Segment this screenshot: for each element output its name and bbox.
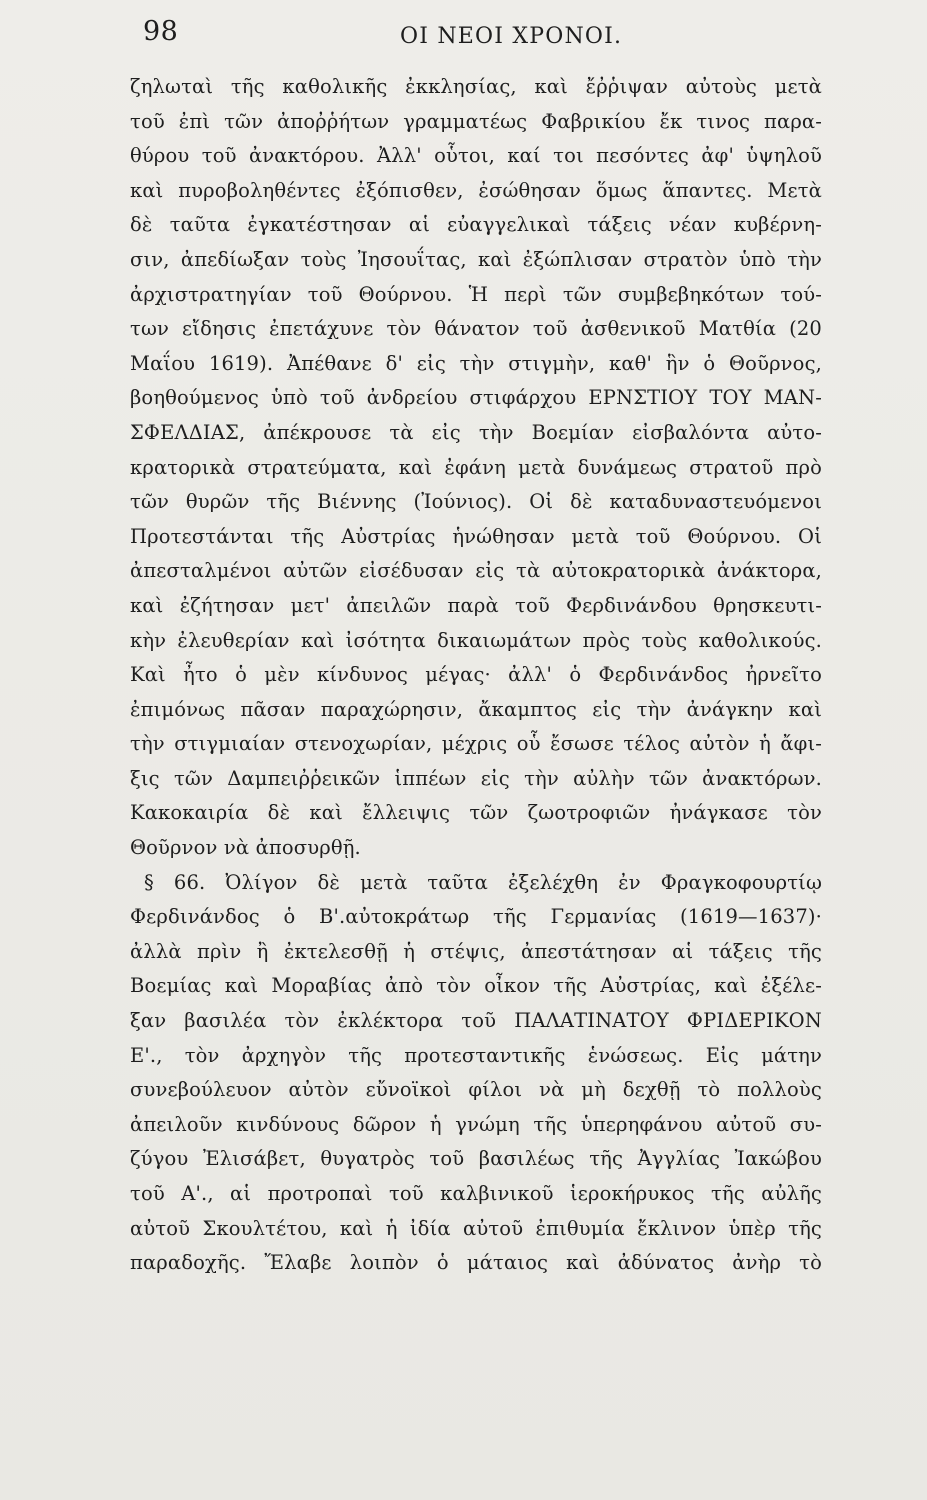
text-line: τῶν θυρῶν τῆς Βιέννης (Ἰούνιος). Οἱ δὲ καταδυναστευόμενοι bbox=[130, 490, 822, 514]
text-line: θύρου τοῦ ἀνακτόρου. Ἀλλ' οὗτοι, καί τοι πεσόντες ἀφ' ὑψηλοῦ bbox=[130, 144, 822, 168]
text-line: τὴν στιγμιαίαν στενοχωρίαν, μέχρις οὗ ἔσωσε τέλος αὐτὸν ἡ ἄφι- bbox=[130, 732, 822, 756]
text-line: ζηλωταὶ τῆς καθολικῆς ἐκκλησίας, καὶ ἔῤῥιψαν αὐτοὺς μετὰ bbox=[130, 75, 822, 98]
text-line: ξαν βασιλέα τὸν ἐκλέκτορα τοῦ ΠΑΛΑΤΙΝΑΤΟΥ ΦΡΙΔΕΡΙΚΟΝ bbox=[130, 1009, 822, 1033]
text-line: παραδοχῆς. Ἔλαβε λοιπὸν ὁ μάταιος καὶ ἀδύνατος ἀνὴρ τὸ bbox=[130, 1251, 822, 1275]
text-line: ξις τῶν Δαμπειῤῥεικῶν ἱππέων εἰς τὴν αὐλὴν τῶν ἀνακτόρων. bbox=[130, 766, 822, 790]
text-line: ἐπιμόνως πᾶσαν παραχώρησιν, ἄκαμπτος εἰς τὴν ἀνάγκην καὶ bbox=[130, 697, 822, 721]
text-line: καὶ ἐζήτησαν μετ' ἀπειλῶν παρὰ τοῦ Φερδινάνδου θρησκευτι- bbox=[130, 593, 822, 617]
text-line: Μαΐου 1619). Ἀπέθανε δ' εἰς τὴν στιγμὴν, καθ' ἣν ὁ Θοῦρνος, bbox=[130, 351, 822, 375]
text-line: Προτεστάνται τῆς Αὐστρίας ἡνώθησαν μετὰ τοῦ Θούρνου. Οἱ bbox=[130, 524, 822, 548]
text-line: ἀπεσταλμένοι αὐτῶν εἰσέδυσαν εἰς τὰ αὐτοκρατορικὰ ἀνάκτορα, bbox=[130, 559, 822, 583]
text-line: ΣΦΕΛΔΙΑΣ, ἀπέκρουσε τὰ εἰς τὴν Βοεμίαν εἰσβαλόντα αὐτο- bbox=[130, 420, 822, 444]
text-line: κὴν ἐλευθερίαν καὶ ἰσότητα δικαιωμάτων πρὸς τοὺς καθολικούς. bbox=[130, 628, 822, 652]
text-line: Κακοκαιρία δὲ καὶ ἔλλειψις τῶν ζωοτροφιῶν ἠνάγκασε τὸν bbox=[130, 801, 822, 825]
text-line: τοῦ ἐπὶ τῶν ἀποῤῥήτων γραμματέως Φαβρικίου ἔκ τινος παρα- bbox=[130, 109, 822, 133]
text-line: συνεβούλευον αὐτὸν εὔνοϊκοὶ φίλοι νὰ μὴ δεχθῇ τὸ πολλοὺς bbox=[130, 1078, 822, 1102]
body-text bbox=[130, 70, 822, 1281]
section-heading-line: § 66. Ὀλίγον δὲ μετὰ ταῦτα ἐξελέχθη ἐν Φραγκοφουρτίῳ bbox=[144, 870, 822, 894]
text-line: βοηθούμενος ὑπὸ τοῦ ἀνδρείου στιφάρχου ΕΡΝΣΤΙΟΥ ΤΟΥ ΜΑΝ- bbox=[130, 386, 822, 410]
running-title: ΟΙ ΝΕΟΙ ΧΡΟΝΟΙ. bbox=[400, 24, 623, 49]
text-line: ἀπειλοῦν κινδύνους δῶρον ἡ γνώμη τῆς ὑπερηφάνου αὐτοῦ συ- bbox=[130, 1112, 822, 1136]
text-line: των εἴδησις ἐπετάχυνε τὸν θάνατον τοῦ ἀσθενικοῦ Ματθία (20 bbox=[130, 317, 822, 341]
text-line: Ε'., τὸν ἀρχηγὸν τῆς προτεσταντικῆς ἑνώσεως. Εἰς μάτην bbox=[130, 1043, 822, 1067]
text-line: κρατορικὰ στρατεύματα, καὶ ἐφάνη μετὰ δυνάμεως στρατοῦ πρὸ bbox=[130, 455, 822, 479]
text-line: τοῦ Α'., αἱ προτροπαὶ τοῦ καλβινικοῦ ἱεροκήρυκος τῆς αὐλῆς bbox=[130, 1182, 822, 1205]
text-line: ἀρχιστρατηγίαν τοῦ Θούρνου. Ἡ περὶ τῶν συμβεβηκότων τού- bbox=[130, 282, 822, 306]
text-line: ζύγου Ἐλισάβετ, θυγατρὸς τοῦ βασιλέως τῆς Ἀγγλίας Ἰακώβου bbox=[130, 1147, 822, 1171]
text-line: καὶ πυροβοληθέντες ἐξόπισθεν, ἐσώθησαν ὅμως ἅπαντες. Μετὰ bbox=[130, 178, 822, 202]
paragraph-end-line: Θοῦρνον νὰ ἀποσυρθῇ. bbox=[130, 836, 361, 860]
text-line: Φερδινάνδος ὁ Β'.αὐτοκράτωρ τῆς Γερμανίας (1619—1637)· bbox=[130, 905, 822, 929]
text-line: δὲ ταῦτα ἐγκατέστησαν αἱ εὐαγγελικαὶ τάξεις νέαν κυβέρνη- bbox=[130, 213, 822, 237]
text-line: Βοεμίας καὶ Μοραβίας ἀπὸ τὸν οἶκον τῆς Αὐστρίας, καὶ ἐξέλε- bbox=[130, 974, 822, 998]
page-number: 98 bbox=[143, 16, 179, 47]
text-line: αὐτοῦ Σκουλτέτου, καὶ ἡ ἰδία αὐτοῦ ἐπιθυμία ἔκλινον ὑπὲρ τῆς bbox=[130, 1216, 822, 1240]
running-head bbox=[0, 14, 927, 54]
text-line: σιν, ἀπεδίωξαν τοὺς Ἰησουΐτας, καὶ ἐξώπλισαν στρατὸν ὑπὸ τὴν bbox=[130, 247, 822, 271]
text-line: Καὶ ἦτο ὁ μὲν κίνδυνος μέγας· ἀλλ' ὁ Φερδινάνδος ἠρνεῖτο bbox=[130, 663, 822, 687]
text-line: ἀλλὰ πρὶν ἢ ἐκτελεσθῇ ἡ στέψις, ἀπεστάτησαν αἱ τάξεις τῆς bbox=[130, 939, 822, 963]
